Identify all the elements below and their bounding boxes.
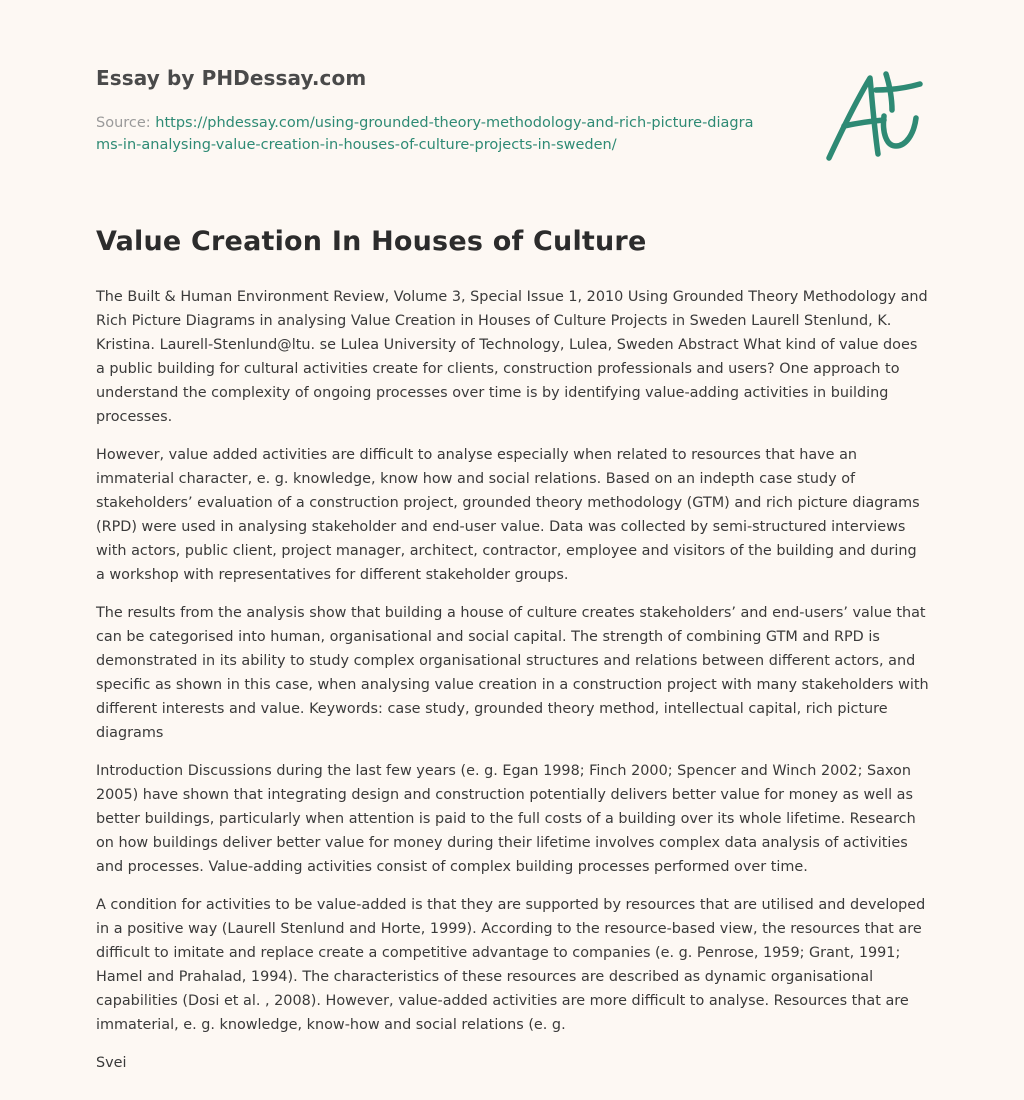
essay-page (96, 0, 930, 1071)
essay-body (96, 285, 930, 1089)
page-header (96, 0, 930, 200)
source-link[interactable]: https://phdessay.com/using-grounded-theory-methodology-and-rich-picture-diagrams-in-analysing-value-creation-in-houses-of-culture-projects-in-sweden/ (96, 115, 754, 153)
essay-paragraph-1: The Built & Human Environment Review, Volume 3, Special Issue 1, 2010 Using Grounded Theory Methodology and Rich Picture Diagrams in analysing Value Creation in Houses of Culture Projects in Sweden Laurell Stenlund, K. Kristina. Laurell-Stenlund@ltu. se Lulea University of Technology, Lulea, Sweden Abstract What kind of value does a public building for cultural activities create for clients, construction professionals and users? One approach to understand the complexity of ongoing processes over time is by identifying value-adding activities in building processes. (96, 289, 928, 425)
essay-paragraph-5: A condition for activities to be value-added is that they are supported by resources that are utilised and developed in a positive way (Laurell Stenlund and Horte, 1999). According to the resource-based view, the resources that are difficult to imitate and replace create a competitive advantage to companies (e. g. Penrose, 1959; Grant, 1991; Hamel and Prahalad, 1994). The characteristics of these resources are described as dynamic organisational capabilities (Dosi et al. , 2008). However, value-added activities are more difficult to analyse. Resources that are immaterial, e. g. knowledge, know-how and social relations (e. g. (96, 897, 926, 1033)
essay-paragraph-4: Introduction Discussions during the last few years (e. g. Egan 1998; Finch 2000; Spencer and Winch 2002; Saxon 2005) have shown that integrating design and construction potentially delivers better value for money as well as better buildings, particularly when attention is paid to the full costs of a building over its whole lifetime. Research on how buildings deliver better value for money during their lifetime involves complex data analysis of activities and processes. Value-adding activities consist of complex building processes performed over time. (96, 763, 916, 875)
site-brand: Essay by PHDessay.com (96, 66, 367, 90)
essay-paragraph-3: The results from the analysis show that building a house of culture creates stakeholders’ and end-users’ value that can be categorised into human, organisational and social capital. The strength of combining GTM and RPD is demonstrated in its ability to study complex organisational structures and relations between different actors, and specific as shown in this case, when analysing value creation in a construction project with many stakeholders with different interests and value. Keywords: case study, grounded theory method, intellectual capital, rich picture diagrams (96, 605, 929, 741)
essay-paragraph-2: However, value added activities are difficult to analyse especially when related to resources that have an immaterial character, e. g. knowledge, know how and social relations. Based on an indepth case study of stakeholders’ evaluation of a construction project, grounded theory methodology (GTM) and rich picture diagrams (RPD) were used in analysing stakeholder and end-user value. Data was collected by semi-structured interviews with actors, public client, project manager, architect, contractor, employee and visitors of the building and during a workshop with representatives for different stakeholder groups. (96, 447, 920, 583)
essay-title: Value Creation In Houses of Culture (96, 226, 647, 257)
source-label: Source: (96, 115, 151, 131)
source-line (96, 112, 756, 156)
essay-paragraph-6: Svei (96, 1055, 127, 1071)
a-plus-grade-icon (824, 68, 930, 168)
